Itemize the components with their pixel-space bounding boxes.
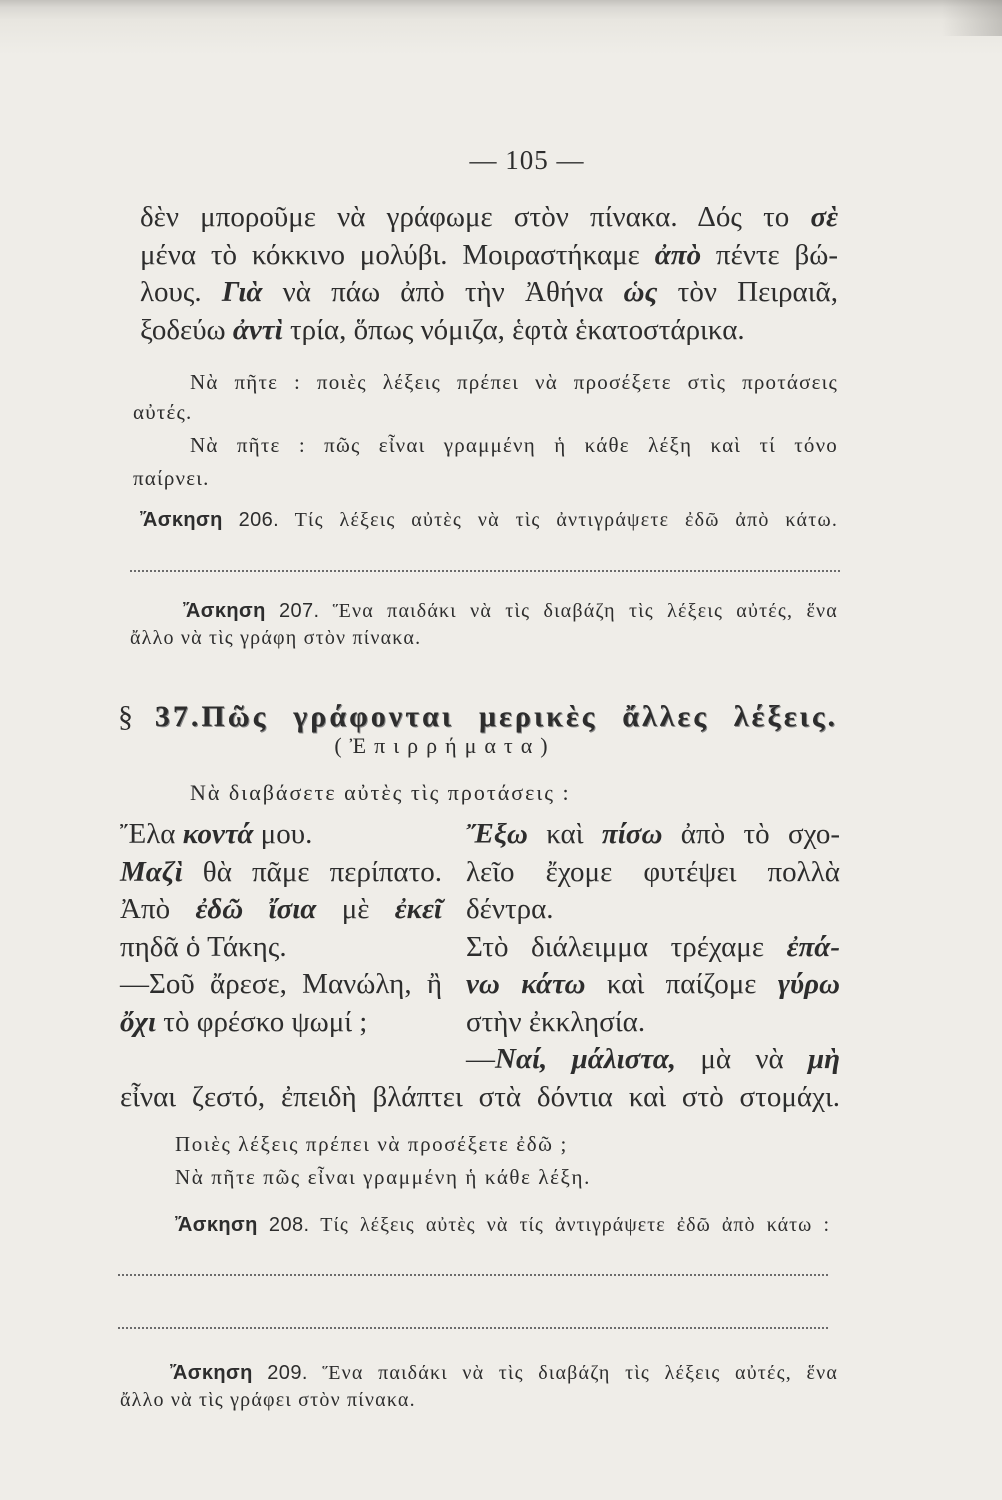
emphasized-word: Ἔξω bbox=[466, 818, 528, 850]
text-line: εἶναι ζεστό, ἐπειδὴ βλάπτει στὰ δόντια καὶ στὸ στομάχι. bbox=[120, 1081, 840, 1113]
plain-text: δέντρα. bbox=[466, 893, 554, 925]
exercise-text: Τίς λέξεις αὐτὲς νὰ τίς ἀντιγράψετε ἐδῶ ἀπὸ κάτω : bbox=[320, 1214, 831, 1236]
intro-paragraph bbox=[140, 199, 838, 349]
plain-text: τὸ φρέσκο ψωμί ; bbox=[163, 1005, 368, 1038]
plain-text: στὴν ἐκκλησία. bbox=[466, 1005, 646, 1038]
exercise-label: Ἄσκηση bbox=[140, 509, 223, 531]
plain-text: θὰ πᾶμε περίπατο. bbox=[202, 855, 442, 888]
text-line bbox=[120, 929, 442, 967]
exercise-number: 209. bbox=[267, 1362, 308, 1384]
exercise-209 bbox=[120, 1360, 838, 1414]
plain-text: νὰ πάω ἀπὸ τὴν Ἀθήνα bbox=[282, 276, 604, 308]
plain-text: πηδᾶ ὁ Τάκης. bbox=[120, 930, 287, 963]
plain-text: — bbox=[466, 1043, 495, 1075]
answer-line bbox=[118, 1274, 828, 1276]
text-line bbox=[120, 1360, 838, 1387]
plain-text: Ἀπὸ bbox=[120, 893, 171, 925]
exercise-206 bbox=[140, 507, 838, 534]
reading-right-column bbox=[466, 816, 840, 1079]
plain-text: ξοδεύω bbox=[140, 313, 226, 346]
text-line bbox=[466, 1004, 840, 1042]
exercise-208 bbox=[175, 1212, 830, 1239]
text-line bbox=[466, 929, 840, 967]
text-line: Νὰ πῆτε : ποιὲς λέξεις πρέπει νὰ προσέξετε στὶς προτάσεις bbox=[190, 370, 838, 394]
text-line: αὐτές. bbox=[133, 400, 193, 424]
text-line bbox=[120, 1004, 442, 1042]
plain-text: καὶ παίζομε bbox=[606, 968, 757, 1000]
text-line bbox=[120, 891, 442, 929]
plain-text: λους. bbox=[140, 276, 202, 308]
emphasized-word: σὲ bbox=[810, 201, 838, 233]
plain-text: δὲν μποροῦμε νὰ γράφωμε στὸν πίνακα. Δός το bbox=[140, 201, 790, 233]
exercise-number: 206. bbox=[238, 509, 280, 531]
text-line bbox=[175, 1212, 830, 1239]
plain-text: πέντε βώ- bbox=[715, 238, 839, 271]
emphasized-word: ἐκεῖ bbox=[394, 893, 442, 925]
plain-text: μὰ νὰ bbox=[700, 1043, 784, 1075]
section-subtitle: (Ἐπιρρήματα) bbox=[334, 733, 556, 758]
text-line bbox=[466, 1041, 840, 1079]
question-instruction bbox=[175, 1128, 695, 1194]
plain-text: —Σοῦ ἄρεσε, Μανώλη, ἢ bbox=[120, 968, 442, 1000]
exercise-label: Ἄσκηση bbox=[175, 1214, 258, 1236]
answer-line bbox=[118, 1327, 828, 1329]
answer-line bbox=[130, 570, 840, 572]
plain-text: μὲ bbox=[341, 893, 370, 925]
reading-instruction: Νὰ διαβάσετε αὐτὲς τὶς προτάσεις : bbox=[190, 780, 571, 805]
reading-closing-line bbox=[120, 1079, 840, 1117]
exercise-number: 208. bbox=[268, 1214, 310, 1236]
emphasized-word: ἐδῶ ἴσια bbox=[195, 893, 317, 925]
plain-text: Ἔλα bbox=[120, 818, 176, 850]
plain-text: μένα τὸ κόκκινο μολύβι. Μοιραστήκαμε bbox=[140, 238, 640, 271]
emphasized-word: Γιὰ bbox=[221, 276, 263, 308]
section-title: Πῶς γράφονται μερικὲς ἄλλες λέξεις. bbox=[201, 700, 839, 733]
exercise-label: Ἄσκηση bbox=[170, 1362, 253, 1384]
text-line bbox=[466, 966, 840, 1004]
exercise-text: Ἕνα παιδάκι νὰ τὶς διαβάζη τὶς λέξεις αὐτές, ἕνα bbox=[322, 1362, 839, 1384]
plain-text: καὶ bbox=[546, 818, 584, 850]
plain-text: λεῖο ἔχομε φυτέψει πολλὰ bbox=[466, 855, 840, 888]
text-line: Νὰ πῆτε : πῶς εἶναι γραμμένη ἡ κάθε λέξη καὶ τί τόνο bbox=[190, 433, 838, 457]
text-line bbox=[140, 312, 838, 350]
plain-text: τὸν Πειραιᾶ, bbox=[677, 276, 838, 308]
exercise-text: Τίς λέξεις αὐτὲς νὰ τὶς ἀντιγράψετε ἐδῶ ἀπὸ κάτω. bbox=[294, 509, 839, 531]
text-line bbox=[466, 816, 840, 854]
text-line bbox=[140, 274, 838, 312]
text-line bbox=[466, 854, 840, 892]
emphasized-word: ἀπὸ bbox=[654, 238, 702, 271]
emphasized-word: ἐπά- bbox=[786, 930, 840, 963]
text-line bbox=[140, 199, 838, 237]
emphasized-word: πίσω bbox=[601, 818, 663, 850]
emphasized-word: μὴ bbox=[807, 1043, 840, 1075]
text-line: Ποιὲς λέξεις πρέπει νὰ προσέξετε ἐδῶ ; bbox=[175, 1132, 568, 1156]
text-line bbox=[140, 507, 838, 534]
emphasized-word: Ναί, μάλιστα, bbox=[495, 1043, 677, 1075]
emphasized-word: ὡς bbox=[623, 276, 658, 308]
exercise-207 bbox=[130, 598, 838, 652]
emphasized-word: κοντά bbox=[182, 818, 254, 850]
text-line: Νὰ πῆτε πῶς εἶναι γραμμένη ἡ κάθε λέξη. bbox=[175, 1165, 591, 1189]
text-line: ἄλλο νὰ τὶς γράφει στὸν πίνακα. bbox=[120, 1389, 416, 1411]
question-instruction bbox=[133, 367, 838, 427]
plain-text: μου. bbox=[260, 818, 313, 850]
text-line bbox=[120, 854, 442, 892]
emphasized-word: γύρω bbox=[777, 968, 841, 1000]
text-line bbox=[466, 891, 840, 929]
exercise-text: Ἕνα παιδάκι νὰ τὶς διαβάζη τὶς λέξεις αὐτές, ἕνα bbox=[332, 600, 838, 622]
plain-text: τρία, ὅπως νόμιζα, ἑφτὰ ἑκατοστάρικα. bbox=[289, 313, 745, 346]
plain-text: Στὸ διάλειμμα τρέχαμε bbox=[466, 930, 765, 963]
text-line bbox=[140, 237, 838, 275]
page-number: — 105 — bbox=[469, 145, 585, 175]
exercise-label: Ἄσκηση bbox=[183, 600, 266, 622]
section-number: 37. bbox=[154, 700, 202, 733]
emphasized-word: ὄχι bbox=[120, 1005, 157, 1038]
reading-left-column bbox=[120, 816, 442, 1041]
emphasized-word: ἀντὶ bbox=[232, 313, 283, 346]
text-line bbox=[120, 966, 442, 1004]
text-line bbox=[120, 816, 442, 854]
emphasized-word: Μαζὶ bbox=[120, 855, 183, 888]
emphasized-word: νω κάτω bbox=[466, 968, 586, 1000]
plain-text: ἀπὸ τὸ σχο- bbox=[680, 818, 841, 850]
exercise-number: 207. bbox=[278, 600, 320, 622]
text-line bbox=[130, 598, 838, 625]
question-instruction bbox=[133, 429, 838, 495]
text-line: παίρνει. bbox=[133, 466, 210, 490]
text-line: ἄλλο νὰ τὶς γράφη στὸν πίνακα. bbox=[130, 627, 422, 649]
section-symbol: § bbox=[118, 700, 133, 733]
